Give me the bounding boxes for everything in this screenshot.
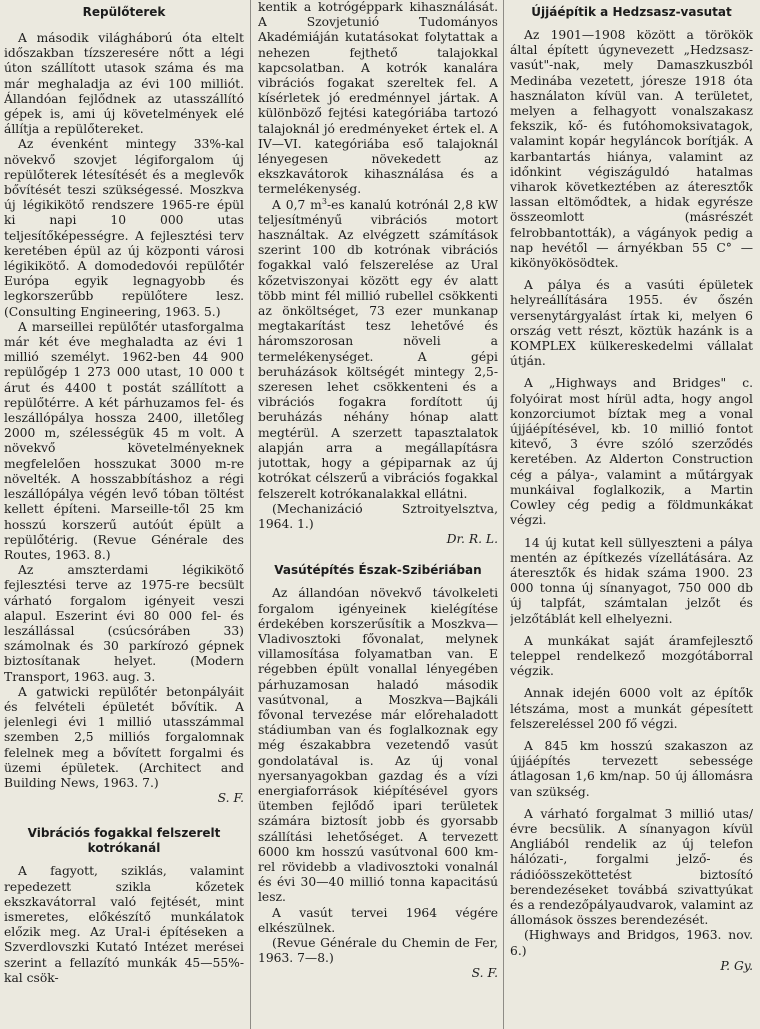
author-signature: P. Gy. xyxy=(720,958,753,973)
column-right xyxy=(510,0,753,1029)
paragraph: A várható forgalmat 3 millió utas/évre becsülik. A sínanyagon kívül Angliából rendelik az új telefon hálózati-, forgalmi jelző- és rádióösszeköttetést biztosító berendezéseket továbbá szivattyúkat és a rendezőpályaudvarok, valamint az állomások összes berendezését. xyxy=(510,806,753,928)
paragraph: Az 1901—1908 között a törökök által épített úgynevezett „Hedzsasz-vasút"-nak, mely Damaszkuszból Medinába vezetett, jóresze 1918 óta használaton kívül van. A területet, melyen a felhagyott vonalszakasz fekszik, kő- és futóhomoksivatagok, valamint kopár hegyláncok borítják. A karbantartás hiánya, valamint az időnkint végiszáguldó hatalmas viharok következtében az áteresztők lassan eltömődtek, a hidak egyrésze összeomlott (másrészét felrobbantották), a vágányok pedig a nap hevétől — árnyékban 55 C° — kikönyökösödtek. xyxy=(510,28,753,271)
author-signature: S. F. xyxy=(217,791,244,806)
article-heading-vibration-bucket: Vibrációs fogakkal felszerelt kotrókanál xyxy=(27,826,221,856)
article-heading-railway-siberia: Vasútépítés Észak-Szibériában xyxy=(274,563,482,578)
column-rule-left xyxy=(250,0,251,1029)
author-signature: S. F. xyxy=(471,966,498,981)
column-rule-right xyxy=(503,0,504,1029)
paragraph xyxy=(258,198,498,502)
paragraph: A munkákat saját áramfejlesztő teleppel rendelkező mozgótáborral végzik. xyxy=(510,633,753,679)
paragraph: A pálya és a vasúti épületek helyreállítására 1955. év őszén versenytárgyalást írtak ki, melyen 6 ország vett részt, köztük hazánk is a KOMPLEX külkereskedelmi vállalat útján. xyxy=(510,278,753,369)
paragraph: Az amszterdami légikikötő fejlesztési terve az 1975-re becsült várható forgalom igényeit veszi alapul. Eszerint évi 80 000 fel- és leszállással (csúcsóráben 33) számolnak és 30 parkírozó gépnek biztosítanak helyet. (Modern Transport, 1963. aug. 3. xyxy=(4,563,244,684)
reference: (Revue Générale du Chemin de Fer, 1963. 7—8.) xyxy=(258,935,498,966)
article-heading-airports: Repülőterek xyxy=(82,5,166,19)
reference: (Mechanizáció Sztroityelsztva, 1964. 1.) xyxy=(258,501,498,531)
paragraph: kentik a kotrógéppark kihasználását. A Szovjetunió Tudományos Akadémiáján kutatásokat folytattak a nehezen fejthető talajokkal kapcsolatban. A kotrók kanalára vibrációs fogakat szereltek fel. A kísérletek jó eredménnyel jártak. A különböző fejtési kategóriába tartozó talajoknál jó eredményeket értek el. A IV—VI. kategóriába eső talajoknál lényegesen növekedett az ekszkavátorok kihasználása és a termelékenység. xyxy=(258,0,498,197)
paragraph: A marseillei repülőtér utasforgalma már két éve meghaladta az évi 1 millió személyt. 1962-ben 44 900 repülőgép 1 273 000 utast, 10 000 t árut és 4400 t postát szállított a repülőtérre. A két párhuzamos fel- és leszállópálya hossza 2400, illetőleg 2000 m, szélességük 45 m volt. A növekvő követelményeknek megfelelően hosszukat 3000 m-re növelték. A hosszabbításhoz a régi leszállópálya végén levő tóban töltést kellett építeni. Marseille-től 25 km hosszú korszerű autóút épült a repülőtérig. (Revue Générale des Routes, 1963. 8.) xyxy=(4,319,244,562)
paragraph-rest: -es kanalú kotrónál 2,8 kW teljesítményű vibrációs motort használtak. Az elvégzett számítások szerint 100 db kotrónak vibrációs fogakkal való felszerelése az Ural kőzetviszonyai között egy év alatt több mint fél millió rubellel csökkenti az önköltséget, 73 ezer munkanap megtakarítást tesz lehetővé és háromszorosan növeli a termelékenységet. A gépi beruházások költségét mintegy 2,5-szeresen lehet csökkenteni és a vibrációs fogakra fordított új beruházás néhány hónap alatt megtérül. A szerzett tapasztalatok alapján arra a megállapításra jutottak, hogy a gépiparnak az új kotrókat célszerű a vibrációs fogakkal felszerelt kotrókanalakkal ellátni. xyxy=(258,197,498,501)
paragraph: A gatwicki repülőtér betonpályáit és felvételi épületét bővítik. A jelenlegi évi 1 millió utasszámmal szemben 2,5 milliós forgalomnak felelnek meg a bővített forgalmi és üzemi épületek. (Architect and Building News, 1963. 7.) xyxy=(4,684,244,790)
paragraph: A második világháború óta eltelt időszakban tízszeresére nőtt a légi úton szállított utasok száma és ma már meghaladja az évi 100 milliót. Állandóan fejlődnek az utasszállító gépek is, ami új követelmények elé állítja a repülőtereket. xyxy=(4,31,244,137)
paragraph: Az évenként mintegy 33%-kal növekvő szovjet légiforgalom új repülőterek létesítését és a meglevők bővítését teszi szükségessé. Moszkva új légikikötő rendszere 1965-re épül ki napi 10 000 utas teljesítőképességre. A fejlesztési terv keretében épül az új központi városi légikikötő. A domodedovói repülőtér Európa egyik legnagyobb és legkorszerűbb repülőtere lesz. (Consulting Engineering, 1963. 5.) xyxy=(4,137,244,319)
paragraph: A fagyott, sziklás, valamint repedezett szikla kőzetek ekszkavátorral való fejtését, mint ismeretes, előkészítő munkálatok előzik meg. Az Ural-i építéseken a Szverdlovszki Kutató Intézet merései szerint a fellazító munkák 45—55%-kal csök- xyxy=(4,864,244,985)
author-signature: Dr. R. L. xyxy=(446,532,498,547)
paragraph: Az állandóan növekvő távolkeleti forgalom igényeinek kielégítése érdekében korszerűsítik a Moszkva—Vladivosztoki fővonalat, melynek villamosítása folyamatban van. E régebben épült vonallal lényegében párhuzamosan haladó második vasútvonal, a Moszkva—Bajkáli fővonal tervezése már előrehaladott stádiumban van és foglalkoznak egy még északabbra vezetendő vasút gondolatával is. Az új vonal nyersanyagokban gazdag és a vízi energiaforrások kiépítésével gyors ütemben fejlődő ipari területek számára biztosít jobb és gyorsabb szállítási lehetőséget. A tervezett 6000 km hosszú vasútvonal 600 km-rel rövidebb a vladivosztoki vonalnál és évi 30—40 millió tonna kapacitású lesz. xyxy=(258,586,498,905)
article-heading-hejaz-railway: Újjáépítik a Hedzsasz-vasutat xyxy=(531,5,732,19)
column-left xyxy=(4,0,244,1029)
paragraph: A 845 km hosszú szakaszon az újjáépítés tervezett sebessége átlagosan 1,6 km/nap. 50 új állomásra van szükség. xyxy=(510,738,753,799)
reference: (Highways and Bridgos, 1963. nov. 6.) xyxy=(510,928,753,958)
paragraph: A „Highways and Bridges" c. folyóirat most hírül adta, hogy angol konzorciumot bíztak meg a vonal újjáépítésével, kb. 10 millió fontot kitevő, 3 évre szóló szerződés keretében. Az Alderton Construction cég a pálya-, valamint a műtárgyak munkáival foglalkozik, a Martin Cowley cég pedig a földmunkákat végzi. xyxy=(510,376,753,528)
paragraph-start: A 0,7 m xyxy=(272,197,322,212)
paragraph: Annak idején 6000 volt az építők létszáma, most a munkát gépesített felszereléssel 200 fő végzi. xyxy=(510,686,753,731)
paragraph: 14 új kutat kell süllyeszteni a pálya mentén az építkezés vízellátására. Az áteresztők és hidak száma 1900. 23 000 tonna új sínanyagot, 750 000 db új talpfát, számtalan jelzőt és jelzőtáblát kell elhelyezni. xyxy=(510,535,753,626)
superscript: 3 xyxy=(321,196,327,206)
column-middle xyxy=(258,0,498,1029)
paragraph: A vasút tervei 1964 végére elkészülnek. xyxy=(258,905,498,935)
